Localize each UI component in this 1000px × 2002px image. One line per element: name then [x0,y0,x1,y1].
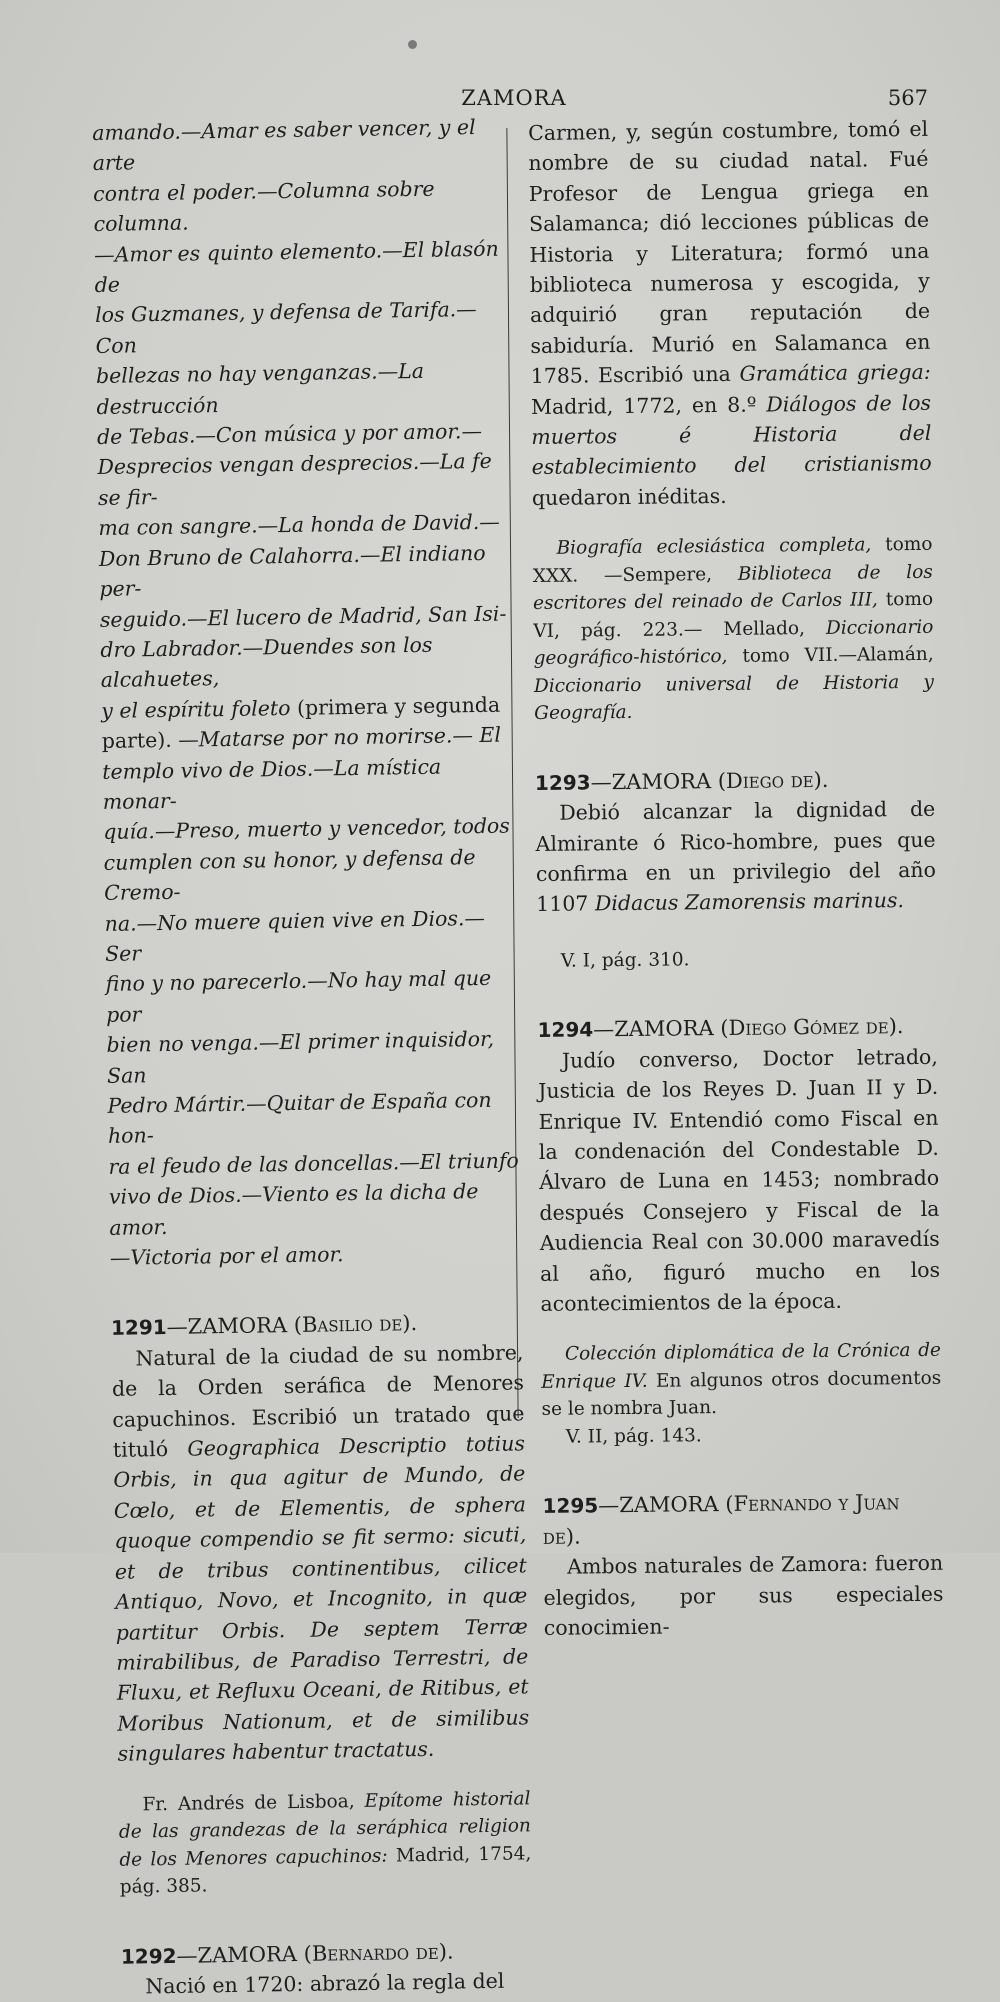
entry-number: 1294 [537,1017,594,1043]
text-line: —Amor es quinto elemento.—El blasón de [93,236,499,298]
text-line: vivo de Dios.—Viento es la dicha de amor. [108,1179,479,1240]
intro-lines-a [92,112,513,696]
italic-run: Biblioteca de los escritores del reinado de Carlos III, [532,561,933,615]
reference [532,531,934,728]
left-column [92,112,534,2002]
reference [118,1785,532,1901]
entry-surname: —ZAMORA [590,768,718,795]
entry-body-1295: Ambos naturales de Zamora: fueron elegidos, por sus especiales conocimien- [543,1550,944,1640]
text-line: —Victoria por el amor. [109,1242,344,1270]
roman-run: Madrid, 1754, pág. 385. [119,1842,532,1898]
italic-run: Diccionario geográfico-histórico, [533,616,934,670]
text-line: quía.—Preso, muerto y vencedor, todos [103,813,511,845]
text-line: ra el feudo de las doncellas.—El triunfo [108,1148,519,1179]
entry-body-1292: Nació en 1720: abrazó la regla del [145,1968,505,1999]
entry-references-1292 [532,531,934,728]
entry-references-1291 [118,1785,532,1901]
reference [541,1337,942,1424]
roman-run: tomo XXX. —Sempere, [532,534,933,587]
text-line: na.—No muere quien vive en Dios.—Ser [104,905,486,966]
italic-run: Gramática griega: [739,360,931,387]
entry-surname: —ZAMORA [176,1941,304,1968]
text-line: templo vivo de Dios.—La mística monar- [102,754,442,814]
entry-number: 1295 [542,1493,599,1519]
entry-surname: —ZAMORA [593,1016,721,1042]
italic-run: Biografía eclesiástica completa, [556,534,872,560]
roman-run: (primera y segunda [290,692,501,720]
roman-run: quedaron inéditas. [531,483,727,510]
text-line: dro Labrador.—Duendes son los alcahuetes, [100,632,433,693]
intro-lines-b [102,750,522,1273]
text-line: de Tebas.—Con música y por amor.— [96,418,483,450]
entry-surname: —ZAMORA [166,1313,294,1340]
text-line: ma con sangre.—La honda de David.— [98,509,500,541]
entry-heading-1293 [535,764,935,799]
roman-run: tomo VI, pág. 223.— Mellado, [533,589,934,642]
page-number: 567 [887,86,928,110]
running-head-title: ZAMORA [461,86,567,110]
roman-run: En algunos otros documentos se le nombra Juan. [541,1367,942,1421]
entry-body-1293 [535,794,936,920]
text-line: los Guzmanes, y defensa de Tarifa.—Con [94,297,477,358]
text-line: Don Bruno de Calahorra.—El indiano per- [98,540,486,602]
entry-references-1294 [541,1337,942,1451]
entry-number: 1293 [534,770,591,795]
entry-given-name: (Diego Gómez de). [720,1014,904,1041]
entry-heading-1295 [542,1487,943,1552]
entry-body-1292-continued [528,114,932,513]
italic-run: Colección diplomática de la Crónica de Enrique IV. [541,1340,942,1393]
text-line: Desprecios vengan desprecios.—La fe se fir- [97,449,492,510]
entry-number: 1291 [110,1315,167,1341]
entry-given-name: (Bernardo de). [303,1939,454,1966]
roman-run: parte). — [101,727,200,754]
text-line: amando.—Amar es saber vencer, y el arte [92,114,476,176]
entry-number: 1292 [120,1943,177,1969]
italic-run: Diccionario universal de Historia y Geografía. [533,671,935,725]
italic-run: Epítome historial de las grandezas de la seráphica religion de los Menores capuchinos: [118,1787,532,1871]
roman-run: Carmen, y, según costumbre, tomó el nombre de su ciudad natal. Fué Profesor de Lengua griega en Salamanca; dió lecciones públicas de Historia y Literatura; formó una biblioteca numerosa y escogida, y adquirió gran reputación de sabiduría. Murió en Salamanca en 1785. Escribió una [528,116,931,389]
text-line: seguido.—El lucero de Madrid, San Isi- [99,601,507,632]
entry-heading-1294 [537,1011,937,1046]
italic-run: Geographica Descriptio totius Orbis, in qua agitur de Mundo, de Cœlo, et de Elementis, de sphera quoque compendio se fit sermo: sicuti, et de tribus continentibus, cilicet Antiquo, Novo, et Incognito, in quæ partitur Orbis. De septem Terræ mirabilibus, de Paradiso Terrestri, de Fluxu, et Refluxu Oceani, de Ritibus, et Moribus Nationum, et de similibus singulares habentur tractatus. [113,1431,530,1766]
roman-run: Madrid, 1772, en 8.º [530,392,767,419]
roman-run: tomo VII.—Alamán, [727,644,934,668]
text-line: cumplen con su honor, y defensa de Cremo- [103,844,476,906]
text-line: Pedro Mártir.—Quitar de España con hon- [107,1087,492,1149]
running-head [100,86,928,116]
entry-body-1294: Judío converso, Doctor letrado, Justicia de los Reyes D. Juan II y D. Enrique IV. Entendió como Fiscal en la condenación del Condestable D. Álvaro de Luna en 1453; nombrado después Consejero y Fiscal de la Audiencia Real con 30.000 maravedís al año, figuró mucho en los acontecimientos de la época. [538,1044,941,1316]
roman-run: Debió alcanzar la dignidad de Almirante ó Rico-hombre, pues que confirma en un privilegio del año 1107 [535,796,937,917]
entry-given-name: (Diego de). [717,767,829,793]
italic-run: Diálogos de los muertos é Historia del establecimiento del cristianismo [531,390,932,480]
entry-surname: —ZAMORA [598,1492,726,1518]
entry-given-name: (Fernando y Juan de). [542,1490,900,1549]
text-line-mixed [102,720,514,757]
text-line: bellezas no hay venganzas.—La destrucción [95,359,425,419]
italic-run: Matarse por no morirse.— El [198,722,502,752]
entry-body-1291 [111,1337,530,1769]
roman-run: Natural de la ciudad de su nombre, de la Orden seráfica de Menores capuchinos. Escribió un tratado que tituló [111,1340,525,1462]
entry-reference-1293: V. I, pág. 310. [560,949,690,972]
text-line: contra el poder.—Columna sobre columna. [93,176,435,237]
reference: V. II, pág. 143. [565,1425,702,1448]
italic-run: Didacus Zamorensis marinus. [594,888,905,916]
roman-run: Fr. Andrés de Lisboa, [142,1790,365,1815]
right-column [528,114,944,1644]
text-line: bien no venga.—El primer inquisidor, San [106,1026,495,1088]
entry-given-name: (Basilio de). [293,1311,418,1338]
text-line: fino y no parecerlo.—No hay mal que por [105,966,492,1027]
ink-speck [408,40,417,49]
italic-run: y el espíritu foleto [101,695,291,723]
